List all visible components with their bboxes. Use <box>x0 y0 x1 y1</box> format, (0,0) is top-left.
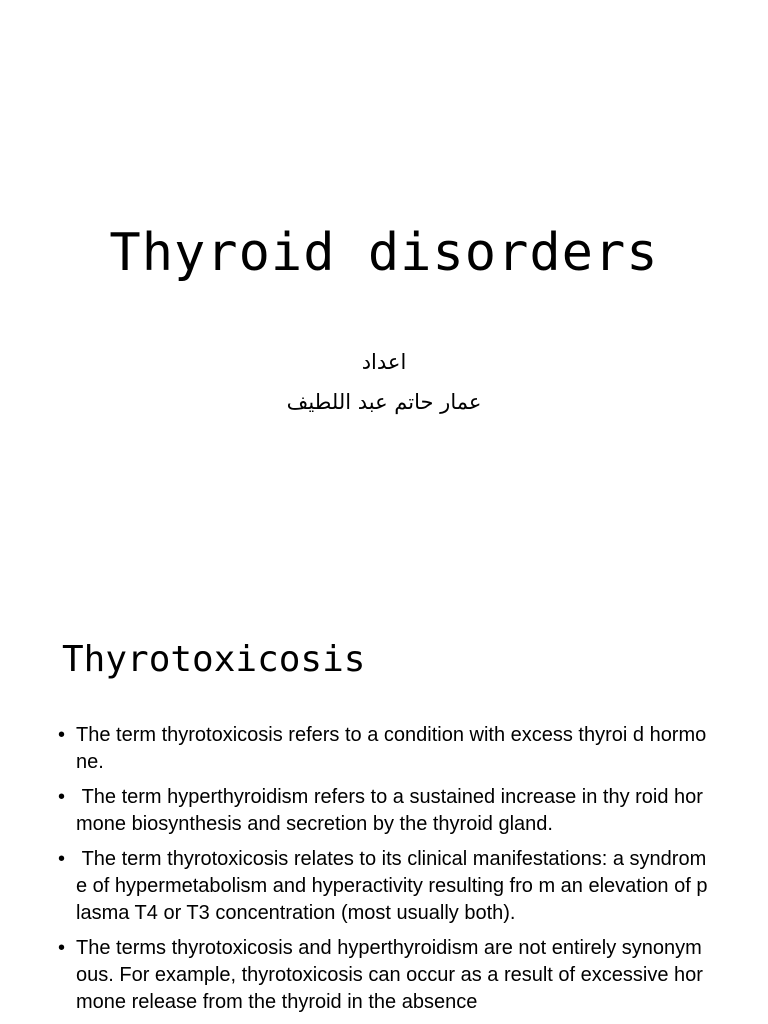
content-slide <box>0 576 768 1024</box>
bullet-item <box>58 846 708 927</box>
slide-title: Thyroid disorders <box>109 223 659 283</box>
bullet-text: The terms thyrotoxicosis and hyperthyroidism are not entirely synonymous. For example, thyrotoxicosis can occur as a result of excessive hormone release from the thyroid in the absence <box>76 937 703 1013</box>
bullet-item <box>58 784 708 838</box>
author-name: عمار حاتم عبد اللطيف <box>286 390 482 414</box>
slide-heading: Thyrotoxicosis <box>62 639 366 680</box>
bullet-text: The term hyperthyroidism refers to a sustained increase in thy roid hormone biosynthesis and secretion by the thyroid gland. <box>76 786 703 835</box>
bullet-item <box>58 935 708 1016</box>
bullet-text: The term thyrotoxicosis refers to a condition with excess thyroi d hormone. <box>76 724 707 773</box>
prepared-by-label: اعداد <box>361 350 407 374</box>
slide-subtitle <box>0 342 768 422</box>
bullet-item <box>58 722 708 776</box>
bullet-text: The term thyrotoxicosis relates to its clinical manifestations: a syndrome of hypermetabolism and hyperactivity resulting fro m an elevation of plasma T4 or T3 concentration (most usually both). <box>76 848 708 924</box>
bullet-list <box>58 722 708 1024</box>
